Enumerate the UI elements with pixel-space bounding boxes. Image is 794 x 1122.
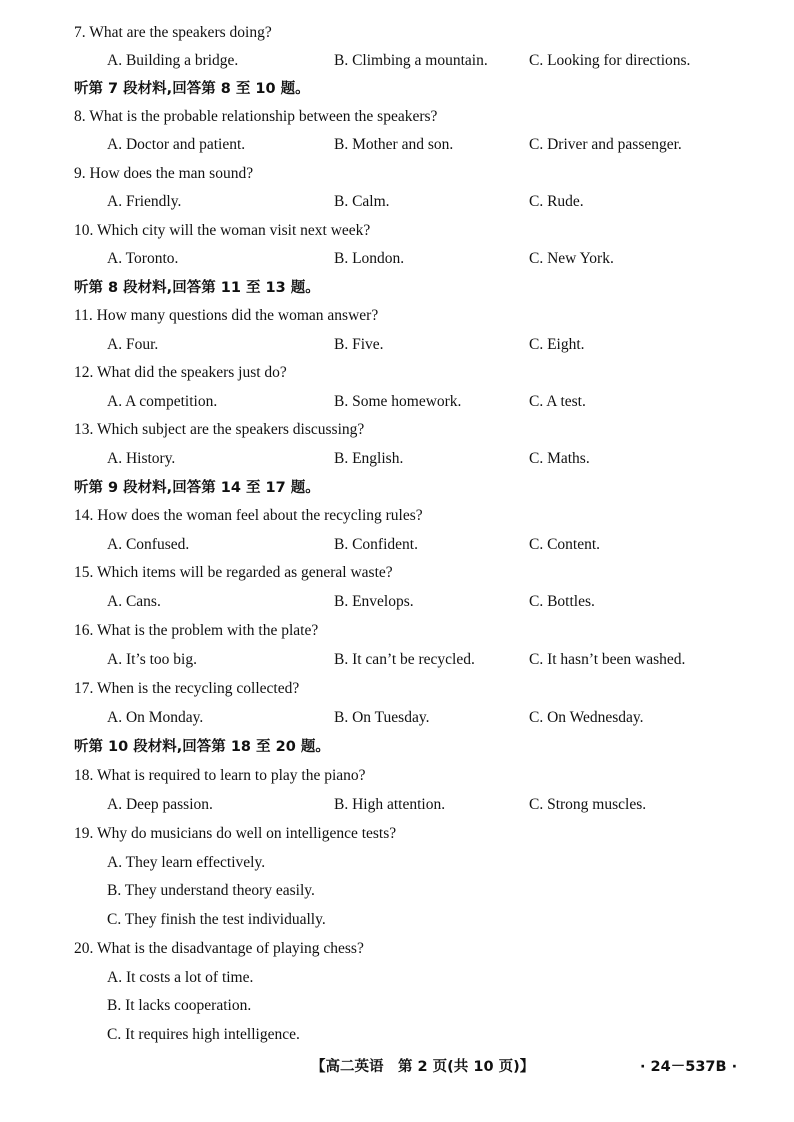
page-footer-label: 【高二英语 第 2 页(共 10 页)】 (311, 1059, 535, 1075)
question-20-option-b (0, 994, 794, 1018)
question-20-option-c (0, 1023, 794, 1047)
question-7-options (0, 49, 794, 73)
option-a: A. Cans. (107, 593, 161, 610)
question-15-options (0, 590, 794, 614)
question-stem: 14. How does the woman feel about the recycling rules? (74, 507, 423, 524)
question-stem: 11. How many questions did the woman answer? (74, 307, 379, 324)
question-18-options (0, 793, 794, 817)
question-8 (0, 105, 794, 129)
question-10-options (0, 247, 794, 271)
option-a: A. Toronto. (107, 250, 179, 267)
question-15 (0, 561, 794, 585)
question-9 (0, 162, 794, 186)
option-c: C. Looking for directions. (529, 52, 691, 69)
question-14 (0, 504, 794, 528)
option-a: A. Friendly. (107, 193, 182, 210)
section-heading-7 (0, 77, 794, 101)
question-14-options (0, 533, 794, 557)
option-c: C. It requires high intelligence. (107, 1026, 300, 1043)
exam-code: · 24－537B · (640, 1059, 738, 1075)
question-11-options (0, 333, 794, 357)
question-19-option-b (0, 879, 794, 903)
question-stem: 16. What is the problem with the plate? (74, 622, 319, 639)
question-19-option-c (0, 908, 794, 932)
option-b: B. Some homework. (334, 393, 462, 410)
option-a: A. Confused. (107, 536, 190, 553)
section-instruction: 听第 7 段材料,回答第 8 至 10 题。 (74, 81, 310, 97)
question-stem: 8. What is the probable relationship between the speakers? (74, 108, 438, 125)
option-b: B. It lacks cooperation. (107, 997, 252, 1014)
option-b: B. High attention. (334, 796, 446, 813)
question-stem: 9. How does the man sound? (74, 165, 254, 182)
question-12 (0, 361, 794, 385)
option-c: C. Bottles. (529, 593, 595, 610)
option-b: B. It can’t be recycled. (334, 651, 475, 668)
option-b: B. On Tuesday. (334, 709, 430, 726)
option-a: A. Deep passion. (107, 796, 213, 813)
question-stem: 7. What are the speakers doing? (74, 24, 272, 41)
option-c: C. Eight. (529, 336, 585, 353)
option-c: C. A test. (529, 393, 586, 410)
option-c: C. Strong muscles. (529, 796, 647, 813)
option-b: B. Five. (334, 336, 384, 353)
option-a: A. Building a bridge. (107, 52, 239, 69)
option-b: B. They understand theory easily. (107, 882, 315, 899)
option-c: C. Rude. (529, 193, 584, 210)
option-b: B. London. (334, 250, 405, 267)
section-heading-10 (0, 735, 794, 759)
question-stem: 12. What did the speakers just do? (74, 364, 287, 381)
option-c: C. New York. (529, 250, 614, 267)
option-b: B. Calm. (334, 193, 390, 210)
option-c: C. They finish the test individually. (107, 911, 326, 928)
option-a: A. On Monday. (107, 709, 204, 726)
question-20-option-a (0, 966, 794, 990)
section-instruction: 听第 9 段材料,回答第 14 至 17 题。 (74, 480, 320, 496)
option-a: A. History. (107, 450, 176, 467)
question-stem: 10. Which city will the woman visit next week? (74, 222, 371, 239)
option-a: A. They learn effectively. (107, 854, 266, 871)
question-8-options (0, 133, 794, 157)
question-16-options (0, 648, 794, 672)
question-20 (0, 937, 794, 961)
question-19 (0, 822, 794, 846)
section-instruction: 听第 10 段材料,回答第 18 至 20 题。 (74, 739, 330, 755)
question-9-options (0, 190, 794, 214)
option-c: C. Maths. (529, 450, 590, 467)
option-c: C. It hasn’t been washed. (529, 651, 686, 668)
question-stem: 13. Which subject are the speakers discussing? (74, 421, 365, 438)
question-stem: 18. What is required to learn to play the piano? (74, 767, 366, 784)
option-c: C. Content. (529, 536, 601, 553)
option-a: A. It’s too big. (107, 651, 197, 668)
question-17 (0, 677, 794, 701)
question-stem: 19. Why do musicians do well on intelligence tests? (74, 825, 397, 842)
section-heading-9 (0, 476, 794, 500)
question-13 (0, 418, 794, 442)
option-b: B. Mother and son. (334, 136, 454, 153)
question-19-option-a (0, 851, 794, 875)
question-16 (0, 619, 794, 643)
section-heading-8 (0, 276, 794, 300)
question-17-options (0, 706, 794, 730)
option-a: A. Doctor and patient. (107, 136, 246, 153)
question-12-options (0, 390, 794, 414)
option-a: A. A competition. (107, 393, 218, 410)
question-7 (0, 21, 794, 45)
option-c: C. On Wednesday. (529, 709, 644, 726)
section-instruction: 听第 8 段材料,回答第 11 至 13 题。 (74, 280, 320, 296)
question-stem: 15. Which items will be regarded as general waste? (74, 564, 393, 581)
option-b: B. Confident. (334, 536, 418, 553)
option-a: A. It costs a lot of time. (107, 969, 254, 986)
question-stem: 20. What is the disadvantage of playing chess? (74, 940, 364, 957)
question-10 (0, 219, 794, 243)
question-11 (0, 304, 794, 328)
option-c: C. Driver and passenger. (529, 136, 682, 153)
option-a: A. Four. (107, 336, 159, 353)
option-b: B. Envelops. (334, 593, 414, 610)
question-stem: 17. When is the recycling collected? (74, 680, 300, 697)
question-18 (0, 764, 794, 788)
option-b: B. English. (334, 450, 404, 467)
question-13-options (0, 447, 794, 471)
option-b: B. Climbing a mountain. (334, 52, 488, 69)
